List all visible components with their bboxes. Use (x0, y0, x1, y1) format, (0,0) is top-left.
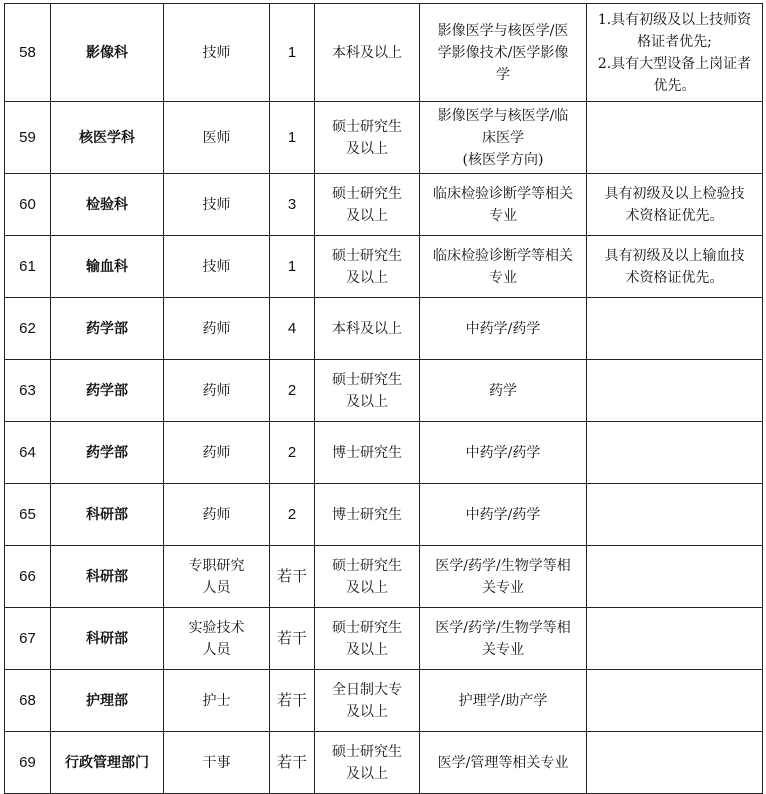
table-row (5, 360, 763, 422)
row-number: 69 (5, 732, 51, 794)
post (164, 670, 270, 732)
major-line: 护理学/助产学 (458, 692, 548, 709)
post-line: 药师 (202, 382, 231, 399)
education (315, 608, 420, 670)
post-line: 技师 (202, 258, 231, 275)
education (315, 102, 420, 174)
remarks-text: 具有初级及以上检验技 术资格证优先。 (604, 185, 745, 224)
post (164, 174, 270, 236)
table-row (5, 174, 763, 236)
education-line: 硕士研究生 (332, 118, 402, 135)
major-lines (424, 555, 582, 599)
recruitment-table (4, 3, 763, 794)
headcount: 若干 (270, 608, 315, 670)
remarks (587, 360, 763, 422)
education-line: 及以上 (346, 703, 388, 720)
education-line: 及以上 (346, 269, 388, 286)
post-lines (168, 690, 265, 712)
major-line: 中药学/药学 (465, 444, 541, 461)
major (420, 608, 587, 670)
major-line: 专业 (489, 207, 517, 224)
post-line: 干事 (202, 754, 231, 771)
education-line: 全日制大专 (332, 681, 402, 698)
education-line: 及以上 (346, 765, 388, 782)
major-line: 学影像技术/医学影像 (437, 44, 569, 61)
table-row (5, 4, 763, 102)
headcount: 若干 (270, 732, 315, 794)
major-lines (424, 442, 582, 464)
major-line: 学 (496, 66, 510, 83)
major-lines (424, 20, 582, 86)
major-line: 影像医学与核医学/临 (437, 107, 569, 124)
education-lines (319, 442, 415, 464)
major-line: 专业 (489, 269, 517, 286)
education (315, 422, 420, 484)
headcount: 2 (270, 360, 315, 422)
education-line: 本科及以上 (332, 320, 402, 337)
headcount: 4 (270, 298, 315, 360)
remarks (587, 732, 763, 794)
education (315, 236, 420, 298)
post-lines (168, 752, 265, 774)
headcount: 若干 (270, 670, 315, 732)
department: 检验科 (51, 174, 164, 236)
headcount: 1 (270, 4, 315, 102)
major-line: 中药学/药学 (465, 320, 541, 337)
education-line: 硕士研究生 (332, 557, 402, 574)
education (315, 4, 420, 102)
department: 影像科 (51, 4, 164, 102)
headcount: 2 (270, 422, 315, 484)
education-lines (319, 42, 415, 64)
post-lines (168, 256, 265, 278)
row-number: 58 (5, 4, 51, 102)
post-line: 技师 (202, 196, 231, 213)
remarks (587, 484, 763, 546)
major-lines (424, 105, 582, 171)
education-lines (319, 318, 415, 340)
row-number: 63 (5, 360, 51, 422)
post-lines (168, 617, 265, 661)
education-lines (319, 504, 415, 526)
post-line: 药师 (202, 320, 231, 337)
major-lines (424, 380, 582, 402)
table-row (5, 422, 763, 484)
education-lines (319, 116, 415, 160)
education (315, 484, 420, 546)
major-lines (424, 504, 582, 526)
education-line: 及以上 (346, 207, 388, 224)
education (315, 360, 420, 422)
post-line: 技师 (202, 44, 231, 61)
post-line: 药师 (202, 506, 231, 523)
major-lines (424, 245, 582, 289)
row-number: 65 (5, 484, 51, 546)
remarks-text: 1.具有初级及以上技师资 格证者优先; 2.具有大型设备上岗证者 优先。 (597, 11, 752, 94)
major (420, 4, 587, 102)
post (164, 102, 270, 174)
remarks (587, 4, 763, 102)
headcount: 3 (270, 174, 315, 236)
major-line: 影像医学与核医学/医 (437, 22, 569, 39)
department: 护理部 (51, 670, 164, 732)
row-number: 60 (5, 174, 51, 236)
row-number: 61 (5, 236, 51, 298)
major-line: (核医学方向) (462, 151, 544, 168)
education-line: 博士研究生 (332, 444, 402, 461)
education (315, 670, 420, 732)
education-lines (319, 555, 415, 599)
education (315, 174, 420, 236)
major (420, 546, 587, 608)
remarks (587, 236, 763, 298)
table-row (5, 608, 763, 670)
education-line: 博士研究生 (332, 506, 402, 523)
education-line: 及以上 (346, 641, 388, 658)
major-lines (424, 318, 582, 340)
major-lines (424, 690, 582, 712)
post-lines (168, 194, 265, 216)
major-line: 关专业 (482, 579, 524, 596)
department: 行政管理部门 (51, 732, 164, 794)
department: 药学部 (51, 298, 164, 360)
row-number: 68 (5, 670, 51, 732)
department: 科研部 (51, 484, 164, 546)
post-line: 护士 (202, 692, 231, 709)
major-line: 床医学 (482, 129, 524, 146)
major-lines (424, 183, 582, 227)
major-line: 药学 (489, 382, 517, 399)
education-line: 硕士研究生 (332, 247, 402, 264)
post (164, 4, 270, 102)
post-lines (168, 380, 265, 402)
major (420, 360, 587, 422)
post-lines (168, 442, 265, 464)
major (420, 422, 587, 484)
post-lines (168, 318, 265, 340)
education-line: 硕士研究生 (332, 619, 402, 636)
major-line: 医学/管理等相关专业 (437, 754, 569, 771)
post (164, 484, 270, 546)
post-lines (168, 555, 265, 599)
major-line: 医学/药学/生物学等相 (435, 557, 571, 574)
post-line: 医师 (202, 129, 231, 146)
department: 药学部 (51, 360, 164, 422)
headcount: 1 (270, 236, 315, 298)
headcount: 1 (270, 102, 315, 174)
major (420, 298, 587, 360)
post (164, 546, 270, 608)
major (420, 484, 587, 546)
post-line: 专职研究 (188, 557, 245, 574)
department: 输血科 (51, 236, 164, 298)
post-line: 实验技术 (188, 619, 245, 636)
department: 核医学科 (51, 102, 164, 174)
education-line: 及以上 (346, 140, 388, 157)
remarks (587, 102, 763, 174)
table-row (5, 298, 763, 360)
education-line: 本科及以上 (332, 44, 402, 61)
row-number: 59 (5, 102, 51, 174)
remarks (587, 422, 763, 484)
education-line: 硕士研究生 (332, 371, 402, 388)
major-line: 关专业 (482, 641, 524, 658)
department: 药学部 (51, 422, 164, 484)
education-line: 硕士研究生 (332, 743, 402, 760)
education-lines (319, 617, 415, 661)
headcount: 2 (270, 484, 315, 546)
education-lines (319, 369, 415, 413)
post-line: 人员 (202, 641, 231, 658)
major (420, 732, 587, 794)
education (315, 546, 420, 608)
major-lines (424, 752, 582, 774)
remarks (587, 608, 763, 670)
post-lines (168, 504, 265, 526)
table-row (5, 236, 763, 298)
education-line: 硕士研究生 (332, 185, 402, 202)
education-lines (319, 183, 415, 227)
major-line: 医学/药学/生物学等相 (435, 619, 571, 636)
row-number: 66 (5, 546, 51, 608)
major (420, 102, 587, 174)
major-lines (424, 617, 582, 661)
post (164, 732, 270, 794)
post-line: 人员 (202, 579, 231, 596)
education-line: 及以上 (346, 393, 388, 410)
headcount: 若干 (270, 546, 315, 608)
education-lines (319, 245, 415, 289)
table-row (5, 732, 763, 794)
department: 科研部 (51, 608, 164, 670)
table-row (5, 102, 763, 174)
major-line: 临床检验诊断学等相关 (433, 185, 573, 202)
education-lines (319, 741, 415, 785)
post (164, 236, 270, 298)
post (164, 608, 270, 670)
department: 科研部 (51, 546, 164, 608)
education-line: 及以上 (346, 579, 388, 596)
remarks (587, 670, 763, 732)
education (315, 732, 420, 794)
remarks (587, 174, 763, 236)
remarks (587, 546, 763, 608)
remarks (587, 298, 763, 360)
major (420, 174, 587, 236)
post-lines (168, 127, 265, 149)
post (164, 360, 270, 422)
row-number: 62 (5, 298, 51, 360)
row-number: 64 (5, 422, 51, 484)
post-line: 药师 (202, 444, 231, 461)
post-lines (168, 42, 265, 64)
row-number: 67 (5, 608, 51, 670)
major (420, 236, 587, 298)
table-body (5, 4, 763, 794)
education (315, 298, 420, 360)
major-line: 中药学/药学 (465, 506, 541, 523)
remarks-text: 具有初级及以上输血技 术资格证优先。 (604, 247, 745, 286)
post (164, 298, 270, 360)
table-row (5, 484, 763, 546)
table-row (5, 670, 763, 732)
education-lines (319, 679, 415, 723)
post (164, 422, 270, 484)
major (420, 670, 587, 732)
table-row (5, 546, 763, 608)
major-line: 临床检验诊断学等相关 (433, 247, 573, 264)
